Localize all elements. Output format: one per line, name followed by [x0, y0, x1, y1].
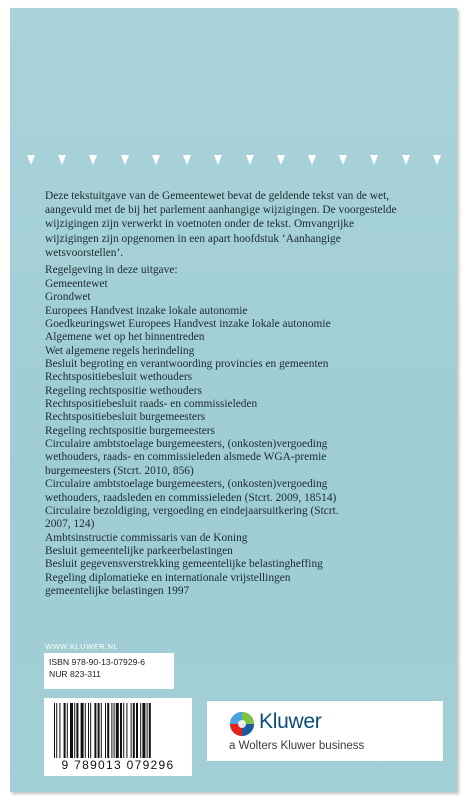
barcode-bar [140, 703, 141, 758]
barcode [44, 698, 192, 776]
regulation-item: Besluit gemeentelijke parkeerbelastingen [45, 544, 233, 557]
barcode-bar [85, 703, 86, 758]
publisher-logo-box [207, 701, 443, 761]
regulation-item: Rechtspositiebesluit wethouders [45, 371, 193, 384]
triangle-icon [370, 155, 378, 165]
regulation-item: Circulaire ambtstoelage burgemeesters, (onkosten)vergoeding wethouders, raads- en commissieleden alsmede WGA-premie burgemeesters (Stcrt. 2010, 856) [45, 438, 328, 477]
triangle-icon [89, 155, 97, 165]
barcode-bar [147, 703, 148, 758]
barcode-bar [120, 703, 122, 758]
isbn-box [44, 653, 174, 689]
triangle-icon [183, 155, 191, 165]
barcode-bar [81, 703, 84, 758]
triangle-icon [58, 155, 66, 165]
barcode-bar [64, 703, 66, 758]
triangle-icon [27, 155, 35, 165]
triangle-icon [121, 155, 129, 165]
barcode-bar [56, 703, 57, 758]
regulation-item: Algemene wet op het binnentreden [45, 331, 205, 344]
triangle-icon [339, 155, 347, 165]
regulation-item: Besluit gegevensverstrekking gemeentelijke belastingheffing [45, 558, 323, 571]
regulation-item: Grondwet [45, 291, 91, 304]
barcode-bar [142, 703, 145, 758]
barcode-bar [88, 703, 89, 758]
publisher-tagline: a Wolters Kluwer business [229, 740, 365, 752]
regulation-item: Goedkeuringswet Europees Handvest inzake lokale autonomie [45, 318, 331, 331]
barcode-bar [67, 703, 68, 758]
barcode-bar [111, 703, 112, 758]
triangle-icon [214, 155, 222, 165]
barcode-bar [116, 703, 119, 758]
regulation-item: Rechtspositiebesluit raads- en commissieleden [45, 398, 258, 411]
isbn-text: ISBN 978-90-13-07929-6 [49, 657, 146, 667]
regulation-item: Circulaire ambtstoelage burgemeesters, (onkosten)vergoeding wethouders, raadsleden en commissieleden (Stcrt. 2009, 18514) [45, 478, 337, 504]
triangle-icon [277, 155, 285, 165]
barcode-bar [70, 703, 73, 758]
barcode-bar [74, 703, 75, 758]
triangle-ornament-row [27, 155, 441, 169]
barcode-bar [133, 703, 135, 758]
intro-paragraph: Deze tekstuitgave van de Gemeentewet bevat de geldende tekst van de wet, aangevuld met de bij het parlement aanhangige wijzigingen. De voorgestelde wijzigingen zijn verwerkt in voetnoten onder de tekst. Omvangrijke wijzigingen zijn opgenomen in een apart hoofdstuk ‘Aanhangige wetsvoorstellen’. [45, 190, 397, 259]
regulation-item: Gemeentewet [45, 278, 108, 290]
regulation-item: Rechtspositiebesluit burgemeesters [45, 411, 206, 424]
regulation-item: Besluit begroting en verantwoording provincies en gemeenten [45, 358, 329, 371]
barcode-number: 9 789013 079296 [61, 758, 175, 772]
barcode-bar [101, 703, 102, 758]
barcode-bars [54, 703, 182, 758]
publisher-brand: Kluwer [259, 710, 322, 733]
barcode-bar [54, 703, 55, 758]
regulation-item: Regeling rechtspositie wethouders [45, 384, 202, 397]
barcode-bar [90, 703, 91, 758]
regulation-item: Circulaire bezoldiging, vergoeding en eindejaarsuitkering (Stcrt. 2007, 124) [45, 504, 339, 531]
regulations-heading: Regelgeving in deze uitgave: [45, 264, 178, 276]
nur-text: NUR 823-311 [49, 669, 101, 679]
regulations-list [45, 278, 415, 598]
kluwer-globe-icon [229, 711, 255, 737]
publisher-url: WWW.KLUWER.NL [45, 642, 119, 651]
barcode-bar [123, 703, 124, 758]
barcode-bar [59, 703, 60, 758]
regulation-item: Regeling diplomatieke en internationale vrijstellingen gemeentelijke belastingen 1997 [45, 571, 291, 597]
barcode-bar [94, 703, 96, 758]
barcode-bar [98, 703, 100, 758]
barcode-bar [126, 703, 127, 758]
triangle-icon [246, 155, 254, 165]
triangle-icon [402, 155, 410, 165]
barcode-bar [105, 703, 106, 758]
barcode-bar [136, 703, 138, 758]
barcode-bar [114, 703, 115, 758]
barcode-bar [149, 703, 151, 758]
triangle-icon [308, 155, 316, 165]
barcode-bar [107, 703, 109, 758]
triangle-icon [152, 155, 160, 165]
regulation-item: Ambtsinstructie commissaris van de Koning [45, 531, 248, 544]
barcode-bar [76, 703, 78, 758]
triangle-icon [433, 155, 441, 165]
barcode-bar [131, 703, 132, 758]
regulation-item: Wet algemene regels herindeling [45, 344, 195, 357]
regulation-item: Regeling rechtspositie burgemeesters [45, 424, 215, 437]
regulation-item: Europees Handvest inzake lokale autonomie [45, 304, 248, 317]
